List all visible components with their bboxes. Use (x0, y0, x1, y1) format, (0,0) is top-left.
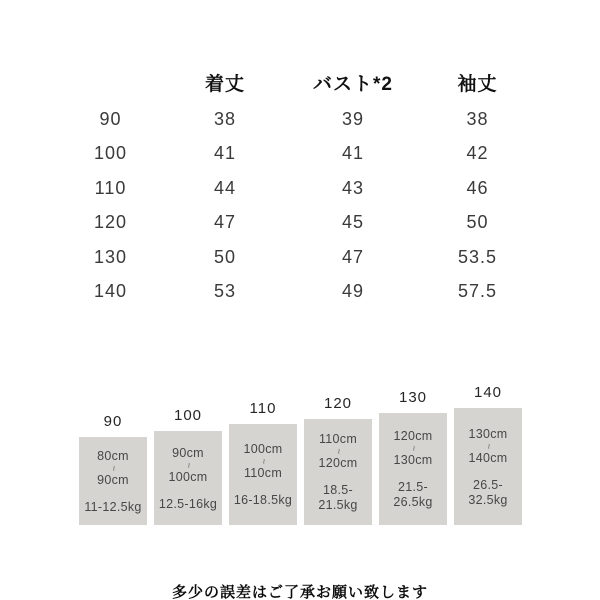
weight-range: 21.5-26.5kg (393, 480, 433, 509)
range-tilde-icon: ~ (257, 458, 269, 465)
length-value: 44 (213, 177, 237, 198)
column-header: 袖丈 (457, 73, 498, 95)
height-range-to: 110cm (243, 466, 283, 480)
length-value: 41 (213, 143, 237, 164)
bust-value: 41 (341, 143, 365, 164)
bust-value: 43 (341, 177, 365, 198)
bar-size-label: 90 (103, 413, 123, 430)
size-bar (79, 437, 147, 525)
range-tilde-icon: ~ (182, 461, 194, 469)
sleeve-value: 57.5 (457, 281, 498, 302)
sleeve-value: 53.5 (457, 246, 498, 267)
weight-range: 11-12.5kg (84, 499, 142, 514)
table-row (58, 171, 536, 206)
height-range-to: 120cm (318, 456, 358, 470)
table-row (58, 206, 536, 241)
sleeve-value: 42 (466, 143, 489, 164)
disclaimer-note: 多少の誤差はご了承お願い致します (171, 584, 428, 600)
bar-size-label: 130 (398, 389, 428, 406)
sleeve-value: 38 (466, 108, 489, 129)
sleeve-value: 46 (466, 177, 489, 198)
size-bar-column (79, 413, 147, 525)
table-row (58, 102, 536, 137)
size-bar-column (304, 395, 372, 525)
sleeve-value: 50 (466, 212, 489, 233)
size-table-rows (58, 102, 536, 309)
size-bar (304, 419, 372, 525)
size-bar (229, 424, 297, 525)
height-range-from: 110cm (318, 432, 358, 446)
size-bar-column (379, 389, 447, 525)
size-bar (379, 413, 447, 525)
column-header: 着丈 (204, 73, 245, 95)
size-bar (454, 408, 522, 525)
bar-size-label: 110 (249, 400, 277, 417)
weight-range: 12.5-16kg (158, 496, 218, 511)
length-value: 47 (213, 212, 237, 233)
range-tilde-icon: ~ (407, 445, 419, 452)
height-range-to: 140cm (468, 450, 508, 465)
size-bar-column (229, 400, 297, 525)
row-size-label: 110 (94, 177, 127, 198)
height-range-from: 120cm (393, 429, 433, 443)
height-range-to: 100cm (168, 469, 208, 484)
size-table (58, 62, 536, 309)
table-row (58, 240, 536, 275)
range-tilde-icon: ~ (107, 464, 119, 472)
height-range-to: 90cm (97, 472, 129, 487)
height-range-to: 130cm (393, 453, 433, 467)
table-row (58, 275, 536, 310)
height-range-from: 130cm (468, 426, 508, 441)
bust-value: 45 (341, 212, 365, 233)
table-header-row (58, 62, 536, 102)
bust-value: 49 (341, 281, 365, 302)
range-tilde-icon: ~ (482, 442, 494, 450)
size-bar-column (454, 384, 522, 525)
row-size-label: 140 (93, 281, 128, 302)
bar-size-label: 100 (173, 407, 203, 424)
size-bar (154, 431, 222, 525)
row-size-label: 100 (93, 143, 128, 164)
range-tilde-icon: ~ (332, 448, 344, 455)
row-size-label: 130 (93, 246, 128, 267)
bust-value: 39 (341, 108, 365, 129)
weight-range: 18.5-21.5kg (318, 483, 358, 512)
length-value: 38 (213, 108, 237, 129)
height-range-from: 80cm (97, 448, 129, 463)
length-value: 50 (213, 246, 237, 267)
weight-range: 16-18.5kg (233, 493, 293, 507)
row-size-label: 120 (93, 212, 128, 233)
height-range-from: 90cm (172, 445, 204, 460)
bar-size-label: 140 (473, 384, 503, 401)
height-range-from: 100cm (243, 442, 283, 456)
bar-size-label: 120 (323, 395, 353, 412)
table-row (58, 137, 536, 172)
row-size-label: 90 (99, 108, 122, 129)
column-header: バスト*2 (313, 73, 393, 95)
length-value: 53 (213, 281, 237, 302)
weight-range: 26.5-32.5kg (468, 477, 508, 507)
size-bar-column (154, 407, 222, 525)
size-bar-chart (79, 386, 525, 525)
bust-value: 47 (341, 246, 365, 267)
